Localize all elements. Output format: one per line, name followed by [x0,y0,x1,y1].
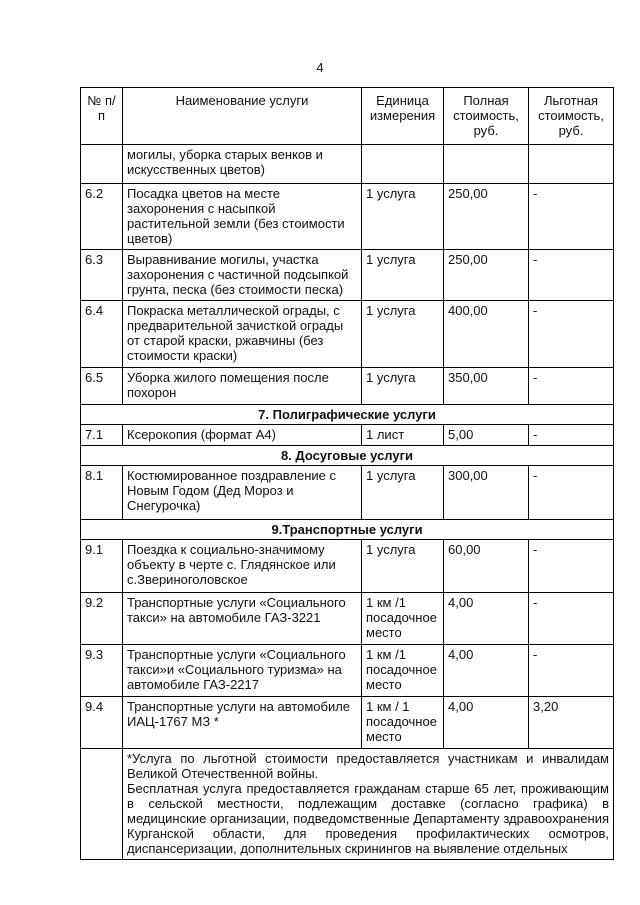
section-title-printing: 7. Полиграфические услуги [81,405,614,425]
section-title-leisure: 8. Досуговые услуги [81,446,614,466]
row-discount-price: - [529,593,614,645]
table-row [81,145,614,184]
section-header-row [81,446,614,466]
row-discount-price: 3,20 [529,697,614,749]
header-full-price: Полная стоимость, руб. [444,88,529,145]
row-unit: 1 услуга [362,466,444,520]
row-num: 6.3 [81,250,123,301]
row-unit: 1 услуга [362,301,444,368]
services-price-table [80,87,614,860]
row-service-name: Уборка жилого помещения после похорон [123,368,362,405]
row-full-price: 350,00 [444,368,529,405]
row-discount-price [529,145,614,184]
row-num: 9.3 [81,645,123,697]
table-row [81,250,614,301]
row-service-name: Поездка к социально-значимому объекту в черте с. Глядянское или с.Звериноголовское [123,540,362,593]
header-service-name: Наименование услуги [123,88,362,145]
row-num: 9.4 [81,697,123,749]
section-header-row [81,520,614,540]
row-num: 7.1 [81,425,123,446]
row-discount-price: - [529,425,614,446]
row-full-price: 250,00 [444,250,529,301]
header-unit: Единица измерения [362,88,444,145]
row-full-price: 60,00 [444,540,529,593]
table-row [81,593,614,645]
table-row [81,184,614,250]
row-num [81,145,123,184]
row-num: 9.2 [81,593,123,645]
row-num: 6.2 [81,184,123,250]
row-service-name: Посадка цветов на месте захоронения с насыпкой растительной земли (без стоимости цветов) [123,184,362,250]
row-service-name: Ксерокопия (формат А4) [123,425,362,446]
row-num: 9.1 [81,540,123,593]
row-service-name: Костюмированное поздравление с Новым Годом (Дед Мороз и Снегурочка) [123,466,362,520]
table-header-row [81,88,614,145]
row-discount-price: - [529,301,614,368]
table-row [81,425,614,446]
row-discount-price: - [529,466,614,520]
row-unit: 1 услуга [362,368,444,405]
row-full-price: 4,00 [444,645,529,697]
row-discount-price: - [529,540,614,593]
row-service-name: Транспортные услуги «Социального такси» на автомобиле ГАЗ-3221 [123,593,362,645]
row-unit: 1 услуга [362,184,444,250]
row-service-name: Транспортные услуги «Социального такси»и «Социального туризма» на автомобиле ГАЗ-2217 [123,645,362,697]
row-service-name: могилы, уборка старых венков и искусственных цветов) [123,145,362,184]
row-num: 6.4 [81,301,123,368]
note-free-service-text: Бесплатная услуга предоставляется гражданам старше 65 лет, проживающим в сельской местности, подлежащим доставке (согласно графика) в медицинские организации, подведомственные Департаменту здравоохранения Курганской области, для проведения профилактических осмотров, диспансеризации, дополнительных скринингов на выявление отдельных [127,781,609,856]
header-num: № п/п [81,88,123,145]
row-full-price: 300,00 [444,466,529,520]
notes-empty-cell [81,749,123,860]
row-discount-price: - [529,645,614,697]
row-unit: 1 лист [362,425,444,446]
row-service-name: Выравнивание могилы, участка захоронения с частичной подсыпкой грунта, песка (без стоимости песка) [123,250,362,301]
notes-cell [123,749,614,860]
table-row [81,466,614,520]
row-full-price: 4,00 [444,593,529,645]
row-full-price [444,145,529,184]
row-discount-price: - [529,184,614,250]
note-discount-text: *Услуга по льготной стоимости предоставляется участникам и инвалидам Великой Отечественной войны. [127,751,609,781]
header-discount-price: Льготная стоимость, руб. [529,88,614,145]
row-num: 6.5 [81,368,123,405]
page-number: 4 [316,60,324,75]
table-row [81,697,614,749]
section-header-row [81,405,614,425]
row-service-name: Покраска металлической ограды, с предварительной зачисткой ограды от старой краски, ржавчины (без стоимости краски) [123,301,362,368]
row-unit: 1 км /1 посадочное место [362,593,444,645]
row-unit: 1 км /1 посадочное место [362,645,444,697]
row-unit: 1 км / 1 посадочное место [362,697,444,749]
row-unit: 1 услуга [362,250,444,301]
notes-row [81,749,614,860]
row-service-name: Транспортные услуги на автомобиле ИАЦ-1767 МЗ * [123,697,362,749]
row-discount-price: - [529,250,614,301]
row-full-price: 400,00 [444,301,529,368]
section-title-transport: 9.Транспортные услуги [81,520,614,540]
row-unit: 1 услуга [362,540,444,593]
row-unit [362,145,444,184]
row-num: 8.1 [81,466,123,520]
row-full-price: 5,00 [444,425,529,446]
table-row [81,301,614,368]
row-discount-price: - [529,368,614,405]
row-full-price: 4,00 [444,697,529,749]
table-row [81,540,614,593]
table-row [81,368,614,405]
row-full-price: 250,00 [444,184,529,250]
table-row [81,645,614,697]
